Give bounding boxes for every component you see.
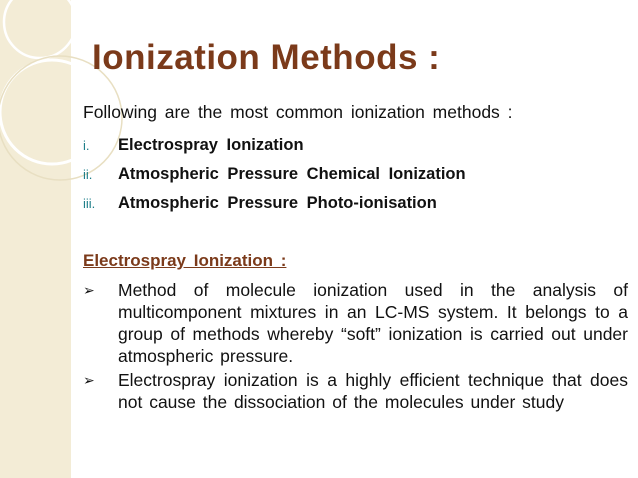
arrow-bullet-icon: ➢ xyxy=(83,372,95,388)
list-item xyxy=(83,160,466,189)
list-item xyxy=(83,131,466,160)
list-item xyxy=(83,189,466,218)
bullet-text: Electrospray ionization is a highly efficient technique that does not cause the dissociation of the molecules under study xyxy=(118,370,628,412)
bullet-list xyxy=(83,279,628,415)
bullet-text: Method of molecule ionization used in the analysis of multicomponent mixtures in an LC-MS system. It belongs to a group of methods whereby “soft” ionization is carried out under atmospheric pressure. xyxy=(118,280,628,366)
list-numeral: i. xyxy=(83,138,90,153)
list-item-label: Atmospheric Pressure Photo-ionisation xyxy=(118,194,437,212)
intro-text: Following are the most common ionization methods : xyxy=(83,102,513,122)
section-heading: Electrospray Ionization : xyxy=(83,251,287,270)
list-numeral: iii. xyxy=(83,196,96,211)
ionization-methods-list xyxy=(83,131,466,218)
slide-title: Ionization Methods : xyxy=(92,38,441,77)
list-item-label: Atmospheric Pressure Chemical Ionization xyxy=(118,165,466,183)
arrow-bullet-icon: ➢ xyxy=(83,282,95,298)
bullet-item xyxy=(83,369,628,413)
bullet-item xyxy=(83,279,628,367)
decorative-ring-small xyxy=(4,0,76,58)
list-numeral: ii. xyxy=(83,167,93,182)
list-item-label: Electrospray Ionization xyxy=(118,136,304,154)
